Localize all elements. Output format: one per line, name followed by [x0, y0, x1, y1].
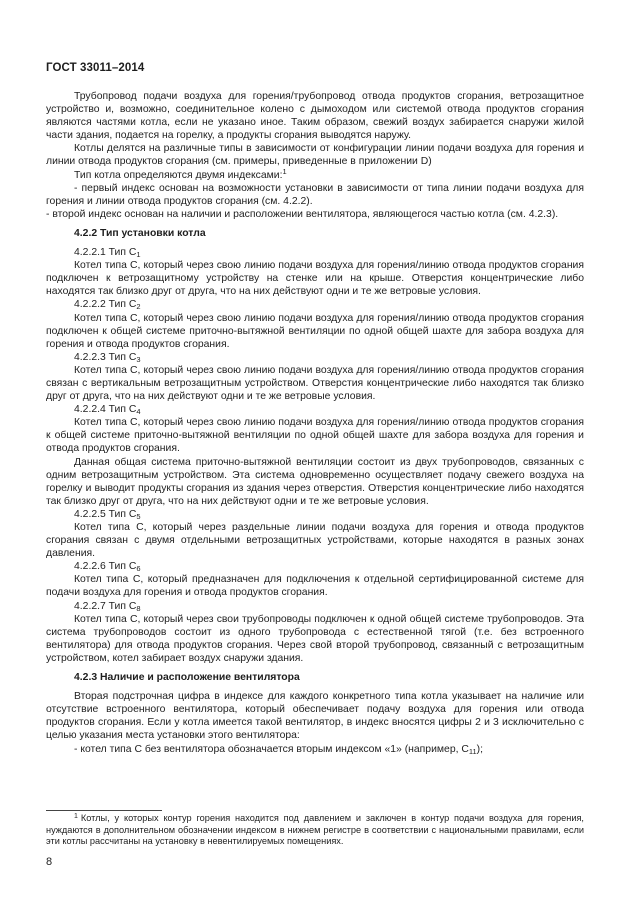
list-item: - второй индекс основан на наличии и расположении вентилятора, являющегося частью котла (см. 4.2.3). [46, 208, 559, 220]
subsection-label-text: 4.2.2.3 Тип C [74, 351, 137, 363]
subscript: 4 [136, 407, 141, 417]
subsection-label-text: 4.2.2.7 Тип C [74, 600, 137, 612]
subsection-label [46, 560, 584, 573]
list-item-text: - котел типа С без вентилятора обозначается вторым индексом «1» (например, C [74, 743, 469, 755]
paragraph: Данная общая система приточно-вытяжной вентиляции состоит из двух трубопроводов, связанных с одним ветрозащитным устройством. Эта система одновременно осуществляет подачу свежего воздуха на горелку и выводит продукты сгорания из здания через отверстия. Отверстия концентрические либо находятся так близко друг от друга, что на них действуют одни и те же ветровые условия. [46, 456, 584, 507]
list-item-suffix: ); [476, 743, 484, 755]
subscript: 3 [136, 354, 141, 364]
subsection-label [46, 298, 584, 311]
paragraph: Котел типа С, который через свою линию подачи воздуха для горения/линию отвода продуктов сгорания подключен к ветрозащитному устройству на стенке или на крыше. Отверстия концентрические либо находятся так близко друг от друга, что на них действуют одни и те же ветровые условия. [46, 260, 584, 298]
section-heading: 4.2.3 Наличие и расположение вентилятора [74, 672, 300, 684]
list-item [46, 743, 584, 756]
paragraph [46, 166, 584, 182]
section-heading: 4.2.2 Тип установки котла [74, 227, 206, 239]
paragraph: Котел типа С, который через свою линию подачи воздуха для горения/линию отвода продуктов сгорания связан с вертикальным ветрозащитным устройством. Отверстия концентрические либо находятся так близко друг от друга, что на них действуют одни и те же ветровые условия. [46, 364, 584, 403]
subsection-label-text: 4.2.2.5 Тип C [74, 508, 137, 520]
footnote-divider [46, 810, 162, 811]
list-item: - первый индекс основан на возможности установки в зависимости от типа линии подачи воздуха для горения и линии отвода продуктов сгорания (см. 4.2.2). [46, 182, 584, 207]
subscript: 1 [136, 250, 141, 260]
paragraph: Трубопровод подачи воздуха для горения/трубопровод отвода продуктов сгорания, ветрозащитное устройство и, возможно, соединительное колено с дымоходом или системой отвода продуктов сгорания являются частями котла, если не указано иное. Таким образом, свежий воздух забирается снаружи жилой части здания, подается на горелку, а продукты сгорания выводятся наружу. [46, 91, 584, 142]
paragraph: Котел типа С, который через раздельные линии подачи воздуха для горения и отвода продуктов сгорания связан с двумя отдельными ветрозащитных устройствами, которые находятся в разных зонах давления. [46, 522, 584, 560]
footnote-ref[interactable]: 1 [282, 166, 287, 176]
paragraph-text: Тип котла определяются двумя индексами: [74, 169, 283, 181]
subsection-label-text: 4.2.2.4 Тип C [74, 404, 137, 416]
paragraph: Котел типа С, который предназначен для подключения к отдельной сертифицированной системе для подачи воздуха для горения и отвода продуктов сгорания. [46, 574, 584, 599]
footnote-text: Котлы, у которых контур горения находится под давлением и заключен в контур подачи воздуха для горения, нуждаются в дополнительном обозначении индексом в нижнем регистре в соответствии с национальными правилами, если эти котлы рассчитаны на установку в невентилируемых помещениях. [46, 813, 584, 847]
subsection-label-text: 4.2.2.1 Тип C [74, 247, 137, 259]
body-text [46, 90, 584, 756]
page-number: 8 [46, 856, 53, 868]
subscript: 6 [136, 564, 141, 574]
subscript: 8 [136, 603, 141, 613]
subsection-label [46, 508, 584, 521]
subsection-label [46, 246, 584, 259]
subsection-label-text: 4.2.2.2 Тип C [74, 299, 137, 311]
paragraph: Вторая подстрочная цифра в индексе для каждого конкретного типа котла указывает на наличие или отсутствие встроенного вентилятора, который обеспечивает подачу воздуха для горения или отвода продуктов сгорания. Если у котла имеется такой вентилятор, в индекс вносятся цифры 2 и 3 исключительно с целью указания места установки этого вентилятора: [46, 691, 584, 742]
paragraph: Котел типа С, который через свою линию подачи воздуха для горения/линию отвода продуктов сгорания подключен к общей системе приточно-вытяжной вентиляции по одной общей шахте для забора воздуха для горения и отвода продуктов сгорания. [46, 312, 584, 350]
subsection-label [46, 600, 584, 613]
subsection-label [46, 351, 584, 364]
subsection-label [46, 403, 584, 416]
subscript: 2 [136, 302, 141, 312]
paragraph: Котлы делятся на различные типы в зависимости от конфигурации линии подачи воздуха для горения и линии отвода продуктов сгорания (см. примеры, приведенные в приложении D) [46, 143, 584, 168]
subscript: 5 [136, 511, 141, 521]
footnote-mark: 1 [74, 813, 78, 820]
standard-header: ГОСТ 33011–2014 [46, 62, 145, 74]
subscript: 11 [468, 746, 477, 756]
footnote [46, 813, 584, 848]
paragraph: Котел типа С, который через свои трубопроводы подключен к одной общей системе трубопроводов. Эта система трубопроводов состоит из одного трубопровода с естественной тягой (т.е. без встроенного вентилятора) для отвода продуктов сгорания. Через свой второй трубопровод, связанный с ветрозащитным устройством, котел забирает воздух снаружи здания. [46, 613, 584, 664]
paragraph: Котел типа С, который через свою линию подачи воздуха для горения/линию отвода продуктов сгорания к общей системе приточно-вытяжной вентиляции по одной общей шахте для забора воздуха для горения и отвода продуктов сгорания. [46, 417, 584, 455]
subsection-label-text: 4.2.2.6 Тип C [74, 561, 137, 573]
